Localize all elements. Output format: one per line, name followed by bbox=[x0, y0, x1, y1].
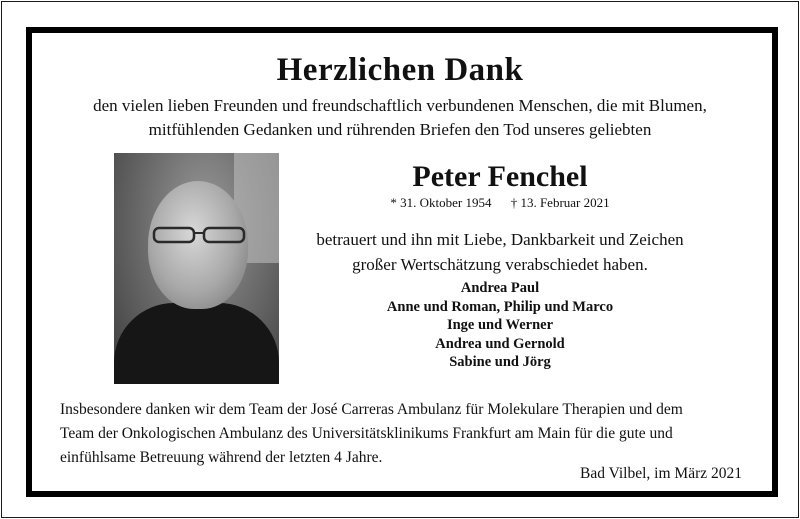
photo-shirt bbox=[114, 303, 279, 384]
body-line: einfühlsame Betreuung während der letzten 4 Jahre. bbox=[60, 449, 383, 466]
body-line: Insbesondere danken wir dem Team der José Carreras Ambulanz für Molekulare Therapien und dem bbox=[60, 401, 683, 418]
life-dates bbox=[300, 195, 700, 211]
place-date: Bad Vilbel, im März 2021 bbox=[580, 465, 742, 482]
photo-glasses bbox=[152, 225, 248, 245]
portrait-photo bbox=[114, 153, 279, 384]
intro-line: den vielen lieben Freunden und freundschaftlich verbundenen Menschen, die mit Blumen, bbox=[93, 96, 707, 115]
family-member: Andrea und Gernold bbox=[435, 335, 565, 352]
thanks-paragraph bbox=[60, 398, 741, 470]
mourn-text bbox=[290, 227, 710, 277]
intro-line: mitfühlenden Gedanken und rührenden Briefen den Tod unseres geliebten bbox=[148, 120, 652, 139]
family-list bbox=[290, 279, 710, 372]
family-member: Andrea Paul bbox=[460, 280, 540, 296]
mourn-line: betrauert und ihn mit Liebe, Dankbarkeit und Zeichen bbox=[316, 230, 684, 249]
intro-text bbox=[0, 94, 800, 142]
photo-head bbox=[148, 181, 248, 309]
death-date: † 13. Februar 2021 bbox=[510, 195, 610, 210]
notice-title: Herzlichen Dank bbox=[276, 52, 524, 88]
birth-date: * 31. Oktober 1954 bbox=[390, 195, 492, 210]
deceased-name: Peter Fenchel bbox=[412, 160, 588, 193]
family-member: Inge und Werner bbox=[446, 317, 554, 334]
family-member: Sabine und Jörg bbox=[449, 354, 551, 371]
mourn-line: großer Wertschätzung verabschiedet haben. bbox=[352, 255, 648, 274]
body-line: Team der Onkologischen Ambulanz des Universitätsklinikums Frankfurt am Main für die gute und bbox=[60, 425, 673, 442]
family-member: Anne und Roman, Philip und Marco bbox=[386, 298, 614, 315]
